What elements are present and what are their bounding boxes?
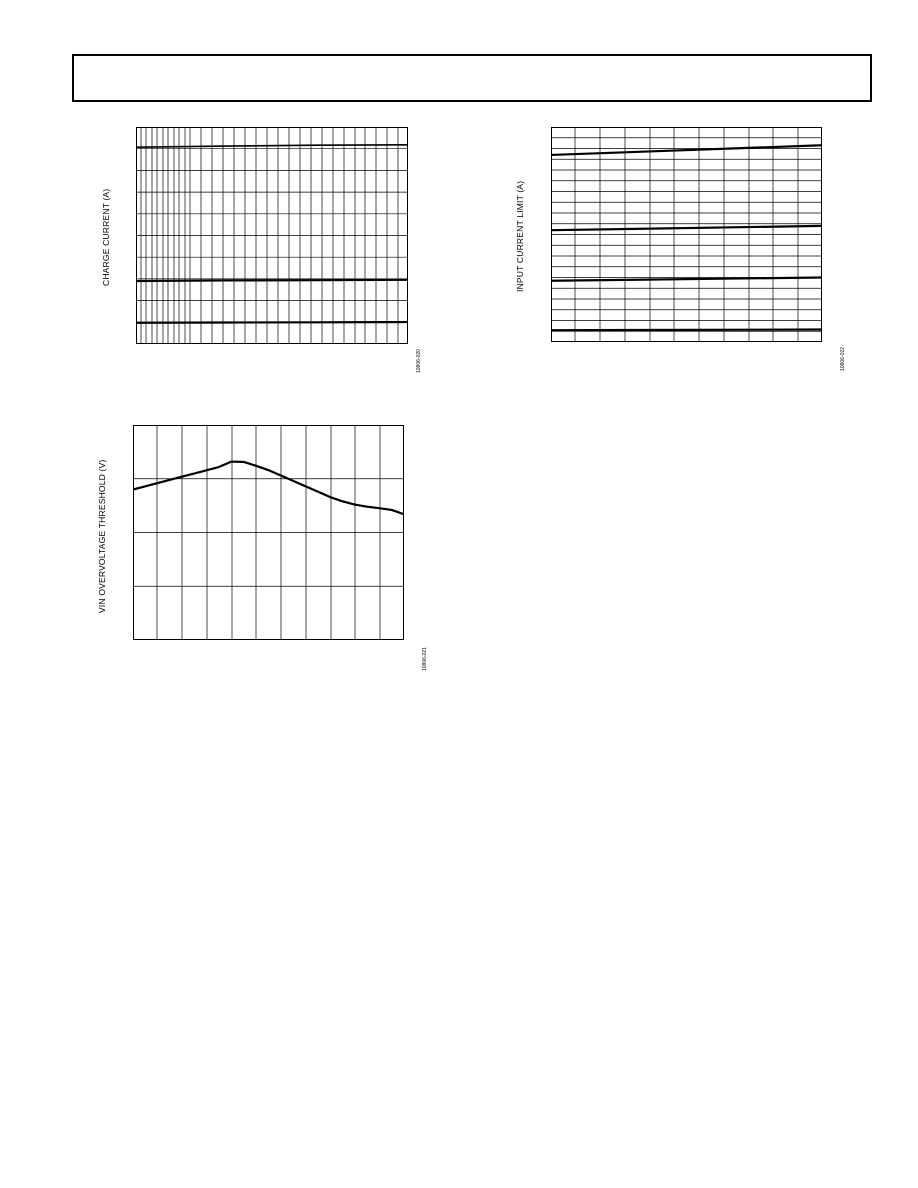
series-line-2 — [136, 280, 408, 281]
vin-overvoltage-figure-id: 10806-021 — [422, 647, 428, 671]
series-line-3 — [551, 278, 822, 281]
series-line-1 — [133, 462, 404, 515]
input-current-limit-plot — [551, 127, 822, 342]
vin-overvoltage-plot — [133, 425, 404, 640]
vin-overvoltage-axis-label: VIN OVERVOLTAGE THRESHOLD (V) — [97, 459, 107, 613]
charge-current-figure-id: 10806-020 — [416, 349, 422, 373]
charge-current-axis-label: CHARGE CURRENT (A) — [101, 188, 111, 286]
charge-current-plot — [136, 127, 408, 344]
vin-overvoltage-chart — [133, 425, 404, 640]
series-line-1 — [136, 145, 408, 147]
series-line-2 — [551, 226, 822, 230]
page-header-box — [72, 54, 872, 102]
input-current-limit-chart — [551, 127, 822, 342]
charge-current-chart — [136, 127, 408, 344]
series-line-4 — [551, 330, 822, 331]
series-line-1 — [551, 145, 822, 155]
input-current-limit-axis-label: INPUT CURRENT LIMIT (A) — [515, 180, 525, 292]
series-line-3 — [136, 322, 408, 323]
input-current-limit-figure-id: 10806-022 — [840, 347, 846, 371]
